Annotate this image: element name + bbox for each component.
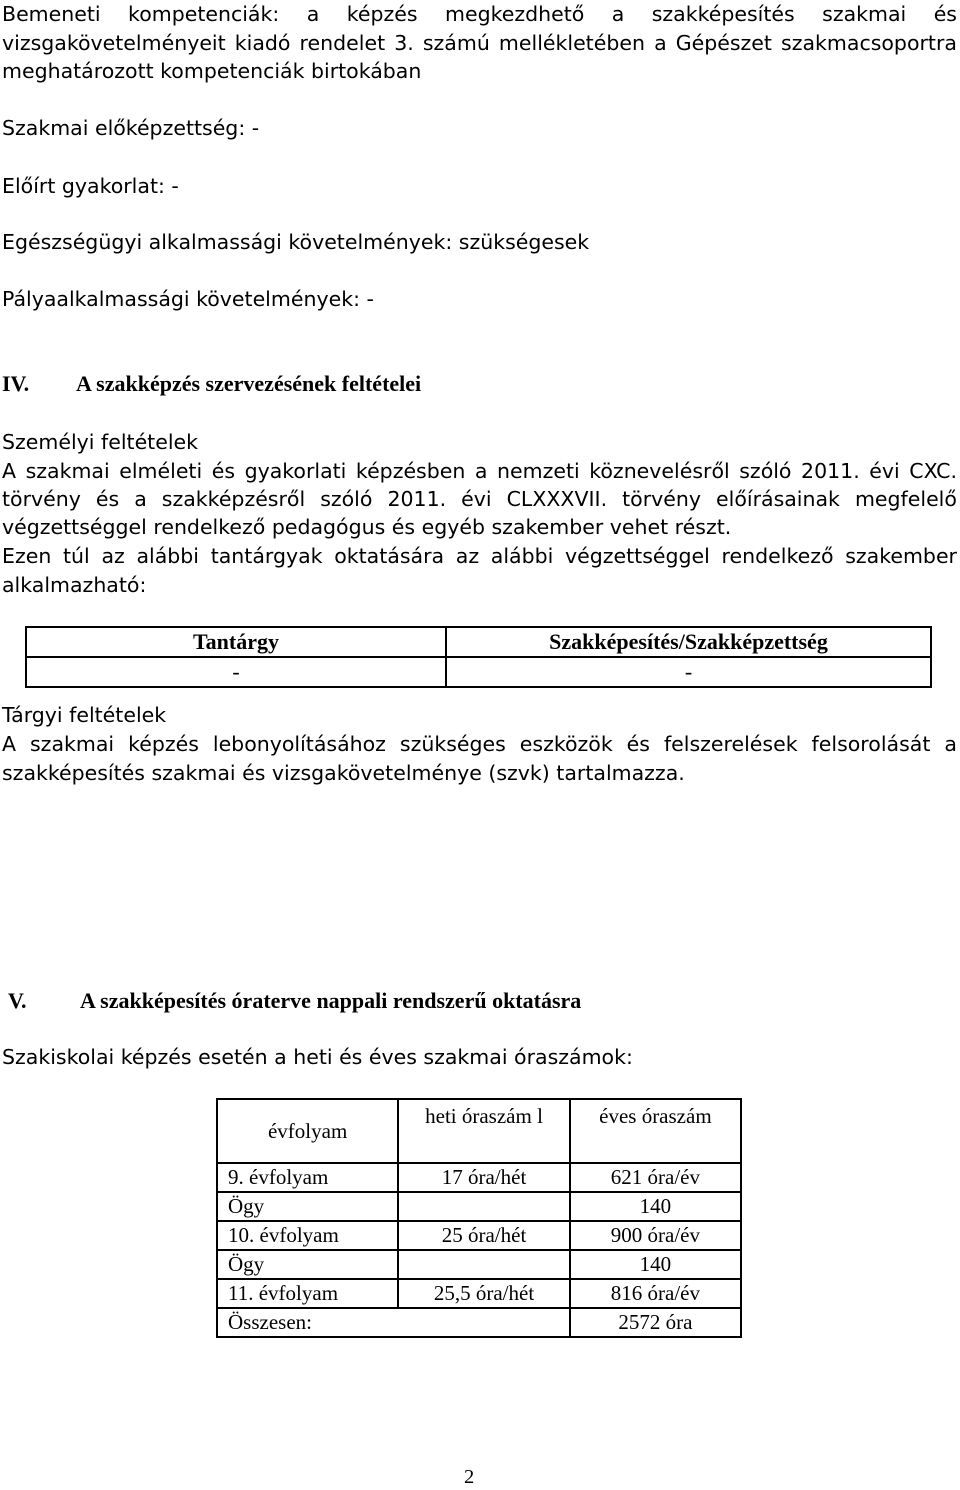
material-conditions-heading: Tárgyi feltételek (2, 703, 167, 727)
section-4-title: A szakképzés szervezésének feltételei (76, 371, 422, 396)
word: szakmai (30, 732, 115, 756)
word: kompetenciák: (128, 2, 280, 26)
table-row (217, 1192, 741, 1221)
hours-intro: Szakiskolai képzés esetén a heti és éves szakmai óraszámok: (2, 1045, 633, 1069)
cell-grade: 9. évfolyam (217, 1163, 398, 1192)
word: képzés (128, 732, 199, 756)
word: túl (63, 544, 90, 568)
word: tantárgyak (210, 544, 323, 568)
hours-table (216, 1098, 742, 1338)
word: 3. (394, 31, 414, 55)
word: vizsgakövetelményeit (2, 31, 226, 55)
cell-grade: Ögy (217, 1250, 398, 1279)
word: szakmai (25, 459, 110, 483)
word: felszerelések (663, 732, 798, 756)
word: a (474, 459, 488, 483)
cell-yearly: 140 (570, 1250, 741, 1279)
cell-weekly: 17 óra/hét (398, 1163, 570, 1192)
word: gyakorlati (244, 459, 347, 483)
word: Ezen (2, 544, 52, 568)
table-row (26, 657, 931, 687)
word: szakmai (822, 2, 907, 26)
word: lebonyolításához (212, 732, 386, 756)
word: szakképesítés (651, 2, 795, 26)
word: rendelet (299, 31, 386, 55)
header-qualification: Szakképesítés/Szakképzettség (446, 627, 931, 657)
word: szóló (320, 487, 373, 511)
cell-weekly (398, 1192, 570, 1221)
table-row (217, 1250, 741, 1279)
header-weekly: heti óraszám l (398, 1099, 570, 1163)
word: törvény (622, 487, 702, 511)
personal-conditions-heading: Személyi feltételek (2, 430, 199, 454)
word: évi (461, 487, 492, 511)
word: eszközök (519, 732, 613, 756)
material-line-1 (2, 732, 957, 756)
cell-yearly: 621 óra/év (570, 1163, 741, 1192)
competencies-line-1 (2, 2, 957, 26)
word: alábbi (136, 544, 199, 568)
total-label: Összesen: (217, 1308, 570, 1337)
competencies-line-2 (2, 31, 957, 55)
word: 2011. (801, 459, 860, 483)
extra-line-2: alkalmazható: (2, 573, 147, 597)
required-practice: Előírt gyakorlat: - (2, 174, 179, 198)
personal-line-3: végzettséggel rendelkező pedagógus és egyéb szakember vehet részt. (2, 515, 732, 539)
word: köznevelésről (589, 459, 730, 483)
word: törvény (2, 487, 81, 511)
word: szakképzésről (161, 487, 306, 511)
total-value: 2572 óra (570, 1308, 741, 1337)
header-subject: Tantárgy (26, 627, 446, 657)
table-row (217, 1279, 741, 1308)
word: az (101, 544, 125, 568)
career-requirements: Pályaalkalmassági követelmények: - (2, 287, 374, 311)
cell-yearly: 140 (570, 1192, 741, 1221)
word: az (455, 544, 480, 568)
cell-grade: Ögy (217, 1192, 398, 1221)
word: szakmacsoportra (781, 31, 957, 55)
word: Bemeneti (2, 2, 101, 26)
personal-line-1 (2, 459, 957, 483)
word: alábbi (490, 544, 554, 568)
word: szükséges (399, 732, 506, 756)
subjects-table (25, 626, 932, 688)
header-grade: évfolyam (217, 1099, 398, 1163)
word: és (95, 487, 120, 511)
page-number: 2 (464, 1466, 475, 1488)
word: számú (422, 31, 490, 55)
cell-weekly: 25,5 óra/hét (398, 1279, 570, 1308)
table-header-row (217, 1099, 741, 1163)
cell-subject: - (26, 657, 446, 687)
cell-weekly (398, 1250, 570, 1279)
extra-line-1 (2, 544, 957, 568)
word: a (944, 732, 957, 756)
material-line-2: szakképesítés szakmai és vizsgakövetelménye (szvk) tartalmazza. (2, 761, 685, 785)
cell-grade: 10. évfolyam (217, 1221, 398, 1250)
word: évi (869, 459, 900, 483)
word: képzés (346, 2, 418, 26)
word: a (654, 31, 667, 55)
word: megfelelő (854, 487, 957, 511)
cell-yearly: 900 óra/év (570, 1221, 741, 1250)
word: képzésben (355, 459, 466, 483)
word: A (2, 732, 17, 756)
word: szóló (739, 459, 792, 483)
word: és (626, 732, 650, 756)
table-header-row (26, 627, 931, 657)
word: végzettséggel (565, 544, 710, 568)
prior-qualification: Szakmai előképzettség: - (2, 116, 260, 140)
word: CXC. (909, 459, 957, 483)
section-5-title: A szakképesítés óraterve nappali rendszerű oktatásra (80, 988, 582, 1013)
word: elméleti (119, 459, 203, 483)
table-total-row (217, 1308, 741, 1337)
word: Gépészet (675, 31, 772, 55)
word: mellékletében (498, 31, 645, 55)
word: 2011. (387, 487, 447, 511)
word: a (306, 2, 320, 26)
cell-yearly: 816 óra/év (570, 1279, 741, 1308)
word: A (2, 459, 17, 483)
word: és (211, 459, 236, 483)
word: a (611, 2, 625, 26)
word: rendelkező (721, 544, 834, 568)
table-row (217, 1221, 741, 1250)
word: és (933, 2, 957, 26)
word: oktatására (334, 544, 445, 568)
word: kiadó (234, 31, 291, 55)
word: előírásainak (716, 487, 840, 511)
header-yearly: éves óraszám (570, 1099, 741, 1163)
cell-weekly: 25 óra/hét (398, 1221, 570, 1250)
word: nemzeti (497, 459, 580, 483)
word: megkezdhető (444, 2, 585, 26)
cell-qualification: - (446, 657, 931, 687)
word: CLXXXVII. (506, 487, 608, 511)
health-requirements: Egészségügyi alkalmassági követelmények: szükségesek (2, 230, 590, 254)
competencies-line-3: meghatározott kompetenciák birtokában (2, 59, 422, 83)
section-4-number: IV. (2, 371, 30, 396)
personal-line-2 (2, 487, 957, 511)
cell-grade: 11. évfolyam (217, 1279, 398, 1308)
word: szakember (845, 544, 957, 568)
word: a (134, 487, 147, 511)
section-5-number: V. (8, 988, 27, 1013)
table-row (217, 1163, 741, 1192)
word: felsorolását (811, 732, 931, 756)
